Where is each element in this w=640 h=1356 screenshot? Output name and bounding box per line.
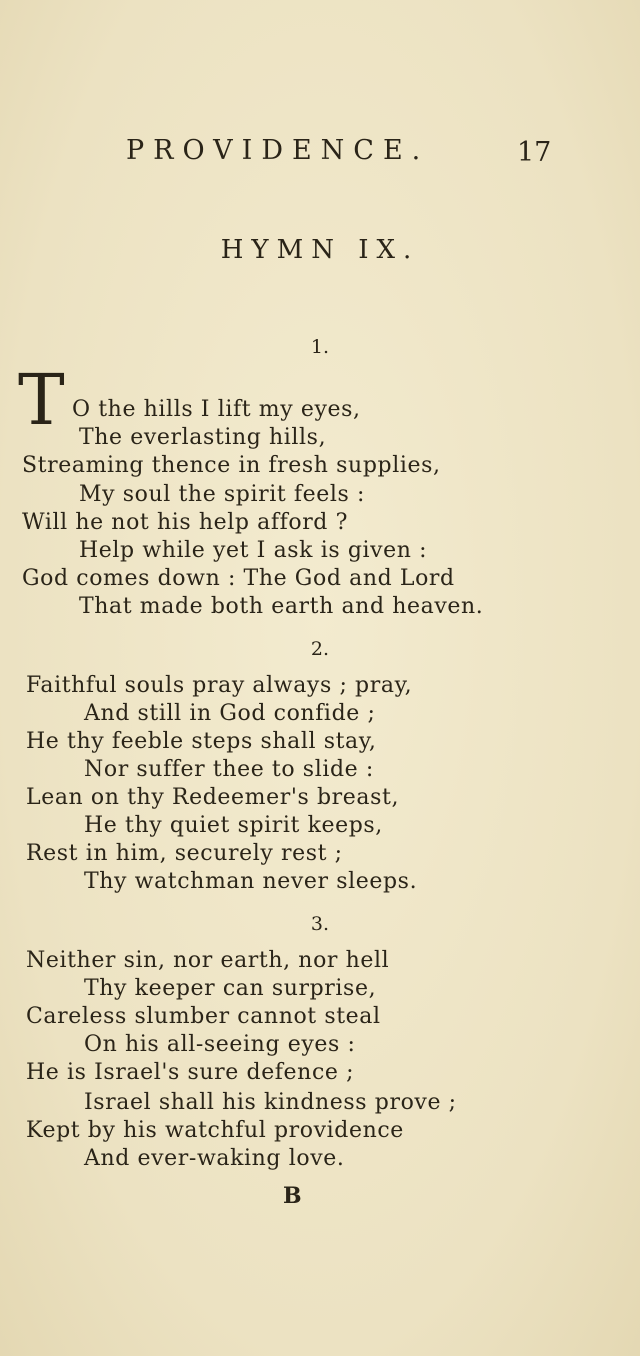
verse-line: He thy feeble steps shall stay, — [26, 729, 377, 754]
verse-line: On his all-seeing eyes : — [84, 1032, 356, 1057]
verse-line: He thy quiet spirit keeps, — [84, 813, 383, 838]
verse-line: Israel shall his kindness prove ; — [84, 1090, 457, 1115]
verse-line: Help while yet I ask is given : — [79, 538, 428, 563]
stanza-number: 2. — [310, 638, 330, 660]
verse-line: Thy keeper can surprise, — [84, 976, 377, 1001]
verse-line: He is Israel's sure defence ; — [26, 1060, 355, 1085]
running-head — [0, 135, 640, 171]
verse-line: That made both earth and heaven. — [79, 594, 484, 619]
running-title: PROVIDENCE. — [126, 135, 430, 166]
stanza-number: 3. — [310, 913, 330, 935]
verse-line: And still in God confide ; — [84, 701, 376, 726]
verse-line: And ever-waking love. — [84, 1146, 345, 1171]
signature-mark: B — [283, 1183, 302, 1209]
verse-line: The everlasting hills, — [79, 425, 327, 450]
verse-line: Nor suffer thee to slide : — [84, 757, 374, 782]
verse-line: Kept by his watchful providence — [26, 1118, 404, 1143]
verse-line: Lean on thy Redeemer's breast, — [26, 785, 400, 810]
verse-line: Streaming thence in fresh supplies, — [22, 453, 441, 478]
verse-line: Faithful souls pray always ; pray, — [26, 673, 413, 698]
drop-cap: T — [18, 359, 65, 441]
verse-line: Will he not his help afford ? — [22, 510, 348, 535]
verse-line: Rest in him, securely rest ; — [26, 841, 343, 866]
hymn-title: HYMN IX. — [220, 235, 420, 265]
page-number: 17 — [517, 137, 552, 168]
stanza-number: 1. — [310, 336, 330, 358]
verse-line: Careless slumber cannot steal — [26, 1004, 381, 1029]
verse-line: Thy watchman never sleeps. — [84, 869, 418, 894]
verse-line: God comes down : The God and Lord — [22, 566, 455, 591]
verse-line: My soul the spirit feels : — [79, 482, 366, 507]
verse-line: O the hills I lift my eyes, — [72, 397, 361, 422]
verse-line: Neither sin, nor earth, nor hell — [26, 948, 390, 973]
